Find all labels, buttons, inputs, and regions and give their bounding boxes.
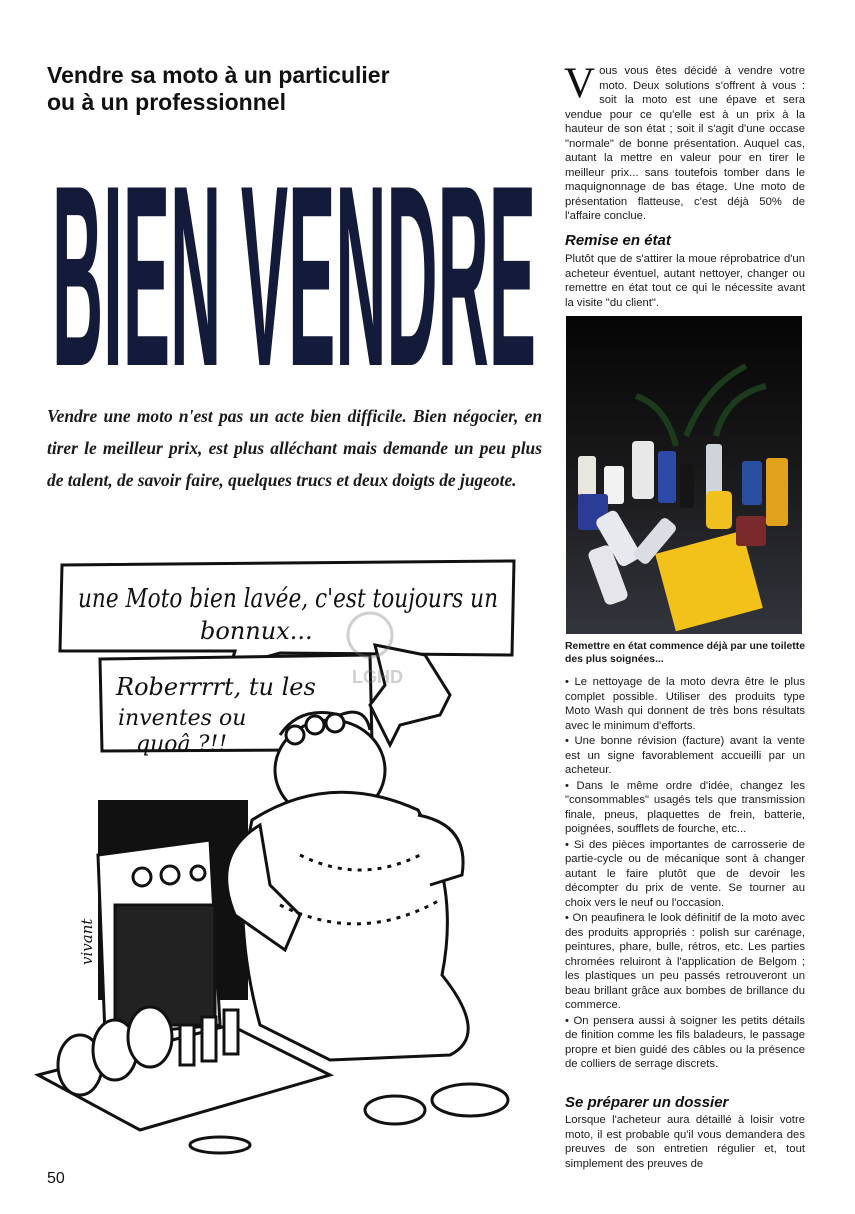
list-item: • Dans le même ordre d'idée, changez les "consommables" usagés tels que transmission finale, pneus, plaquettes de frein, batterie, poignées, soufflets de fourche, etc...: [565, 779, 805, 835]
intro-text: ous vous êtes décidé à vendre votre moto. Deux solutions s'offrent à vous : soit la moto est une épave et sera vendue pour ce qu'elle est à un prix à la hauteur de son état ; soit il s'agit d'une occase "normale" de bonne présentation. Auquel cas, autant la mettre en valeur pour en tirer le meilleur prix... sans toutefois tomber dans le maquignonnage de bas étage. Une moto de présentation flatteuse, c'est déjà 50% de l'affaire conclue.: [565, 65, 805, 222]
intro-paragraph: [564, 60, 805, 224]
cartoon-illustration: [30, 555, 545, 1155]
heading-dossier: Se préparer un dossier: [565, 1094, 729, 1111]
exclamation-burst: [370, 645, 450, 745]
list-item: • On peaufinera le look définitif de la moto avec des produits appropriés : polish sur carénage, peintures, phare, bulle, rétros, etc. Les parties chromées reluiront à l'application de Belgom ; les plastiques un peu passés retrouveront un beau brillant grâce aux bombes de brillance du commerce.: [565, 912, 805, 1011]
list-item: • On pensera aussi à soigner les petits détails de finition comme les fils baladeurs, le passage propre et bien guidé des câbles ou la présence de colliers de serrage discrets.: [565, 1014, 805, 1070]
page-number: 50: [47, 1170, 65, 1187]
article-title: [47, 62, 517, 116]
paragraph-dossier: Lorsque l'acheteur aura détaillé à loisir votre moto, il est probable qu'il vous demandera des preuves de son entretien régulier et, tout simplement des preuves de: [565, 1114, 805, 1170]
drop-cap: V: [564, 60, 596, 107]
photo-caption: Remettre en état commence déjà par une toilette des plus soignées...: [565, 641, 805, 665]
list-item: • Le nettoyage de la moto devra être le plus complet possible. Utiliser des produits type Moto Wash qui donnent de très bons résultats avec le minimum d'efforts.: [565, 676, 805, 732]
cleaning-products-photo: [566, 316, 802, 634]
paragraph-remise-en-etat: Plutôt que de s'attirer la moue réprobatrice d'un acheteur éventuel, autant nettoyer, changer ou remettre en état tout ce qui le nécessite avant la visite "du client".: [565, 253, 805, 309]
cartoonist-signature: vivant: [78, 918, 96, 965]
bubble-bottom-line-3: quoâ ?!!: [136, 732, 228, 757]
bubble-bottom-line-2: inventes ou: [118, 706, 247, 731]
bubble-top-line-2: bonnux...: [200, 617, 313, 645]
big-headline-text: BIEN VENDRE: [52, 162, 536, 367]
bubble-top-line-1: une Moto bien lavée, c'est toujours un: [78, 584, 498, 614]
tips-list: [565, 675, 805, 1073]
article-title-line-1: Vendre sa moto à un particulier: [47, 62, 390, 88]
article-title-line-2: ou à un professionnel: [47, 89, 286, 115]
list-item: • Une bonne révision (facture) avant la vente est un signe favorablement accueilli par un acheteur.: [565, 735, 805, 776]
big-headline: [52, 162, 536, 367]
list-item: • Si des pièces importantes de carrosserie de partie-cycle ou de mécanique sont à changer autant le faire plutôt que de devoir les décompter du prix de vente. Se tourner au choix vers le neuf ou l'occasion.: [565, 838, 805, 909]
heading-remise-en-etat: Remise en état: [565, 232, 671, 249]
lead-paragraph: Vendre une moto n'est pas un acte bien difficile. Bien négocier, en tirer le meilleur prix, est plus alléchant mais demande un peu plus de talent, de savoir faire, quelques trucs et deux doigts de jugeote.: [47, 406, 542, 490]
speech-bubble-top: [60, 561, 514, 667]
watermark-text: LGHD: [352, 667, 403, 687]
bubble-bottom-line-1: Roberrrrt, tu les: [116, 673, 316, 701]
